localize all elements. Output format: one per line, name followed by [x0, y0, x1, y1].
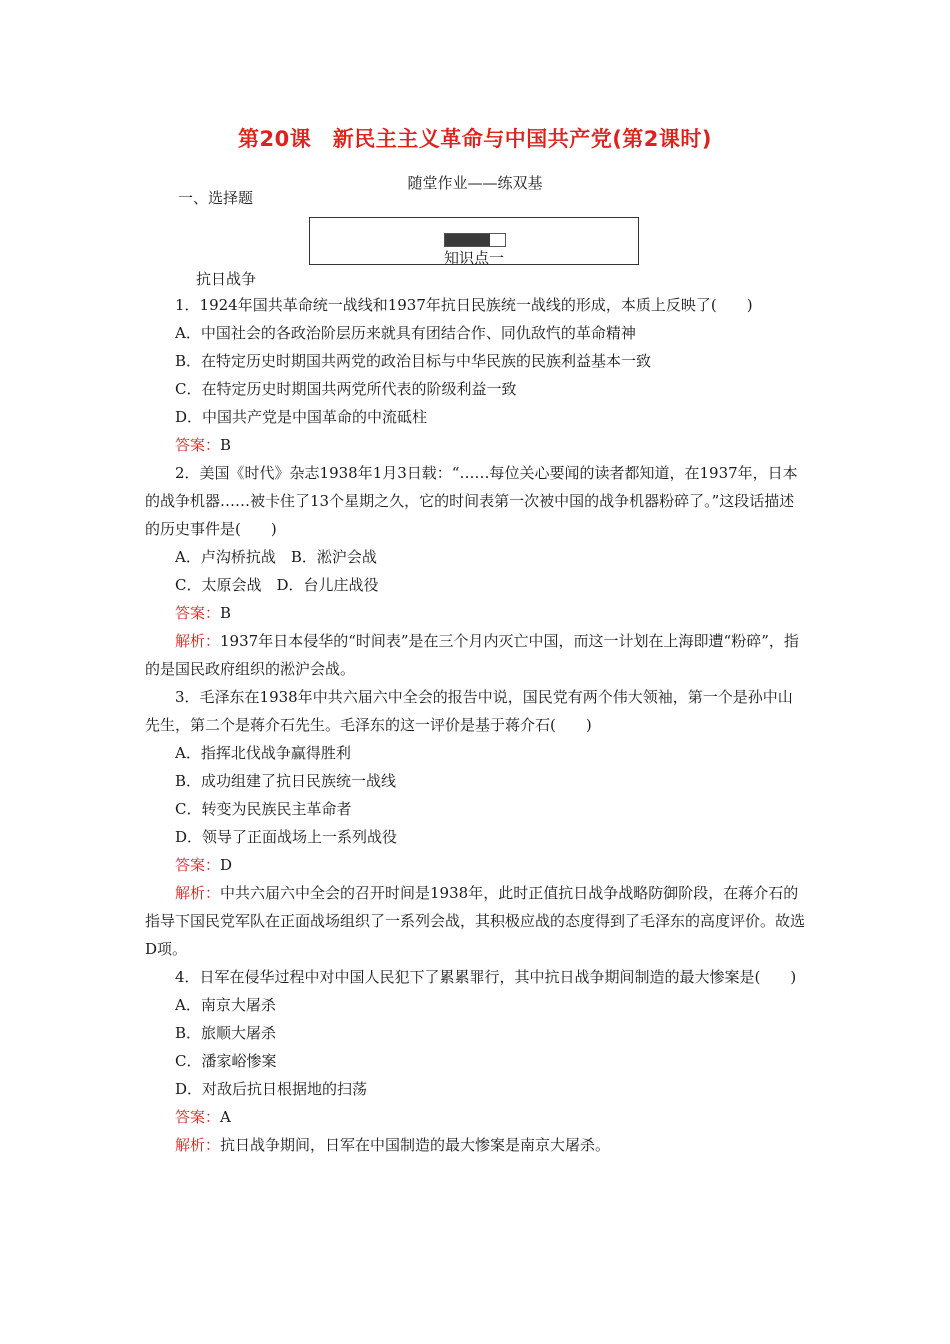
question-list [145, 291, 807, 1159]
answer-value: B [220, 436, 232, 454]
option: A．卢沟桥抗战 B．淞沪会战 [175, 548, 377, 566]
answer-line [145, 851, 807, 879]
answer-value: D [220, 856, 233, 874]
section-heading: 一、选择题 [178, 189, 254, 207]
option: B．旅顺大屠杀 [175, 1024, 277, 1042]
explanation [145, 1131, 807, 1159]
question-3 [145, 683, 807, 963]
answer-value: B [220, 604, 232, 622]
progress-fill [445, 234, 490, 246]
option: C．太原会战 D．台儿庄战役 [175, 576, 379, 594]
option: C．潘家峪惨案 [175, 1052, 277, 1070]
question-stem: 3．毛泽东在1938年中共六届六中全会的报告中说，国民党有两个伟大领袖，第一个是孙中山先生，第二个是蒋介石先生。毛泽东的这一评价是基于蒋介石( ) [145, 688, 793, 734]
explanation-label: 解析： [175, 884, 221, 902]
option: D．领导了正面战场上一系列战役 [175, 828, 398, 846]
answer-line [145, 1103, 807, 1131]
knowledge-point-label: 知识点一 [443, 249, 504, 267]
answer-line [145, 599, 807, 627]
option: D．中国共产党是中国革命的中流砥柱 [175, 408, 428, 426]
explanation-text: 中共六届六中全会的召开时间是1938年，此时正值抗日战争战略防御阶段，在蒋介石的指导下国民党军队在正面战场组织了一系列会战，其积极应战的态度得到了毛泽东的高度评价。故选D项。 [145, 884, 806, 958]
answer-value: A [220, 1108, 231, 1126]
question-stem: 1．1924年国共革命统一战线和1937年抗日民族统一战线的形成，本质上反映了( ) [175, 296, 753, 314]
explanation [145, 879, 807, 963]
question-stem: 4．日军在侵华过程中对中国人民犯下了累累罪行，其中抗日战争期间制造的最大惨案是( ) [175, 968, 797, 986]
question-stem: 2．美国《时代》杂志1938年1月3日载：“……每位关心要闻的读者都知道，在1937年，日本的战争机器……被卡住了13个星期之久，它的时间表第一次被中国的战争机器粉碎了。”这段话描述的历史事件是( ) [145, 464, 798, 538]
answer-label: 答案： [175, 436, 221, 454]
answer-label: 答案： [175, 1108, 221, 1126]
page-subtitle: 随堂作业——练双基 [407, 174, 543, 192]
answer-line [145, 431, 807, 459]
option: B．成功组建了抗日民族统一战线 [175, 772, 397, 790]
answer-label: 答案： [175, 856, 221, 874]
knowledge-point-box [309, 217, 639, 265]
question-2 [145, 459, 807, 683]
explanation-label: 解析： [175, 1136, 221, 1154]
option: A．南京大屠杀 [175, 996, 276, 1014]
question-4 [145, 963, 807, 1159]
topic-heading: 抗日战争 [196, 270, 257, 288]
option: C．转变为民族民主革命者 [175, 800, 352, 818]
option: C．在特定历史时期国共两党所代表的阶级利益一致 [175, 380, 517, 398]
option: D．对敌后抗日根据地的扫荡 [175, 1080, 368, 1098]
knowledge-point-progress-bar [444, 233, 506, 247]
option: A．中国社会的各政治阶层历来就具有团结合作、同仇敌忾的革命精神 [175, 324, 636, 342]
explanation [145, 627, 807, 683]
page-title: 第20课 新民主主义革命与中国共产党(第2课时) [237, 127, 713, 151]
question-1 [145, 291, 807, 459]
option: A．指挥北伐战争赢得胜利 [175, 744, 351, 762]
explanation-text: 1937年日本侵华的“时间表”是在三个月内灭亡中国，而这一计划在上海即遭“粉碎”，指的是国民政府组织的淞沪会战。 [145, 632, 799, 678]
explanation-text: 抗日战争期间，日军在中国制造的最大惨案是南京大屠杀。 [220, 1136, 611, 1154]
option: B．在特定历史时期国共两党的政治目标与中华民族的民族利益基本一致 [175, 352, 652, 370]
explanation-label: 解析： [175, 632, 221, 650]
answer-label: 答案： [175, 604, 221, 622]
